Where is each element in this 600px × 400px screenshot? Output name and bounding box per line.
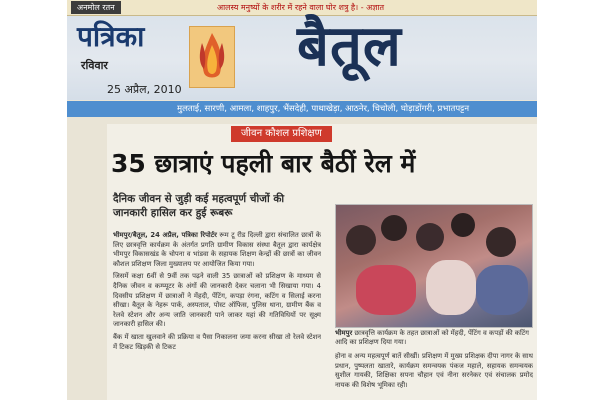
newspaper-page: [67, 0, 537, 400]
article-paragraph: बैंक में खाता खुलवाने की प्रक्रिया व पैसा निकालना जमा करना सीखा तो रेलवे स्टेशन में टिकट खिड़की से टिकट: [113, 332, 321, 351]
daily-quote: आलस्य मनुष्यों के शरीर में रहने वाला घोर शत्रु है। - अज्ञात: [217, 3, 385, 12]
caption-lead: भीमपुर: [335, 329, 353, 337]
photo-figure: [381, 215, 407, 241]
photo-figure: [356, 265, 416, 315]
article-subhead: दैनिक जीवन से जुड़ी कई महत्वपूर्ण चीजों की जानकारी हासिल कर हुई रूबरू: [113, 193, 285, 219]
patrika-logo: पत्रिका: [77, 20, 145, 53]
article-body-right: होना व अन्य महत्वपूर्ण बातें सीखीं। प्रशिक्षण में मुख्य प्रशिक्षक दीपा नागर के साथ प्रधान, पुष्पलता खातारे, कार्यक्रम समन्वयक पंकज महाले, सहायक समन्वयक सुशील गायकी, शिक्षिका सपना चौहान एवं नीना सरनेकर एवं संचालक प्रमोद नायक की विशेष भूमिका रही।: [335, 352, 533, 389]
paragraph-text: रूम टू रीड दिल्ली द्वारा संचालित छात्रों के लिए छात्रवृत्ति कार्यक्रम के अंतर्गत प्रगति ग्रामीण विकास संस्था बैतूल द्वारा कार्यक्षेत्र भीमपुर विकासखंड के चोपना व भांडवा के सहायक शिक्षण केन्द्रों की छात्रों का जीवन कौशल प्रशिक्षण जिला मुख्यालय पर आयोजित किया गया।: [113, 231, 321, 268]
article-kicker: जीवन कौशल प्रशिक्षण: [231, 126, 332, 142]
dateline: भीमपुर/बैतूल, 24 अप्रैल, पत्रिका रिपोर्टर: [113, 231, 217, 239]
towns-bar: मुलताई, सारणी, आमला, शाहपुर, भैंसदेही, पाथाखेड़ा, आठनेर, चिचोली, घोड़ाडोंगरी, प्रभातपट्टन: [67, 101, 537, 117]
edition-title: बैतूल: [297, 14, 402, 79]
article-paragraph: [113, 231, 321, 269]
flame-logo-icon: [189, 26, 235, 88]
article-photo: [335, 204, 533, 328]
article-paragraph: जिसमें कक्षा 6वीं से 9वीं तक पढ़ने वाली 35 छात्राओं को प्रशिक्षण के माध्यम से दैनिक जीवन व कम्प्यूटर के अंगों की जानकारी देकर चलाना भी सिखाया गया। 4 दिवसीय प्रशिक्षण में छात्राओं ने मेंहदी, पेंटिंग, कपड़ा रंगना, कटिंग व सिलाई करना सीखा। बैतूल के नेहरू पार्क, अस्पताल, पोस्ट ऑफिस, पुलिस थाना, ग्रामीण बैंक व रेलवे स्टेशन और अन्य जाति जानकारी पाने जाकर यहां की गतिविधियों पर सूक्ष्म जानकारी हासिल की।: [113, 272, 321, 329]
photo-figure: [416, 223, 444, 251]
issue-date: 25 अप्रैल, 2010: [107, 83, 182, 96]
photo-figure: [476, 265, 528, 315]
photo-figure: [426, 260, 476, 315]
masthead: [67, 0, 537, 100]
weekday: रविवार: [81, 59, 108, 72]
article-body-left: [113, 231, 321, 400]
photo-caption: [335, 329, 531, 347]
photo-figure: [346, 225, 376, 255]
caption-text: छात्रवृत्ति कार्यक्रम के तहत छात्राओं को मेंहदी, पेंटिंग व कपड़ों की कटिंग आदि का प्रशिक्षण दिया गया।: [335, 329, 529, 346]
article-headline: 35 छात्राएं पहली बार बैठीं रेल में: [111, 149, 416, 178]
series-label: अनमोल रतन: [71, 1, 121, 14]
photo-figure: [486, 227, 516, 257]
photo-figure: [451, 213, 475, 237]
article-clipping: [107, 124, 537, 400]
